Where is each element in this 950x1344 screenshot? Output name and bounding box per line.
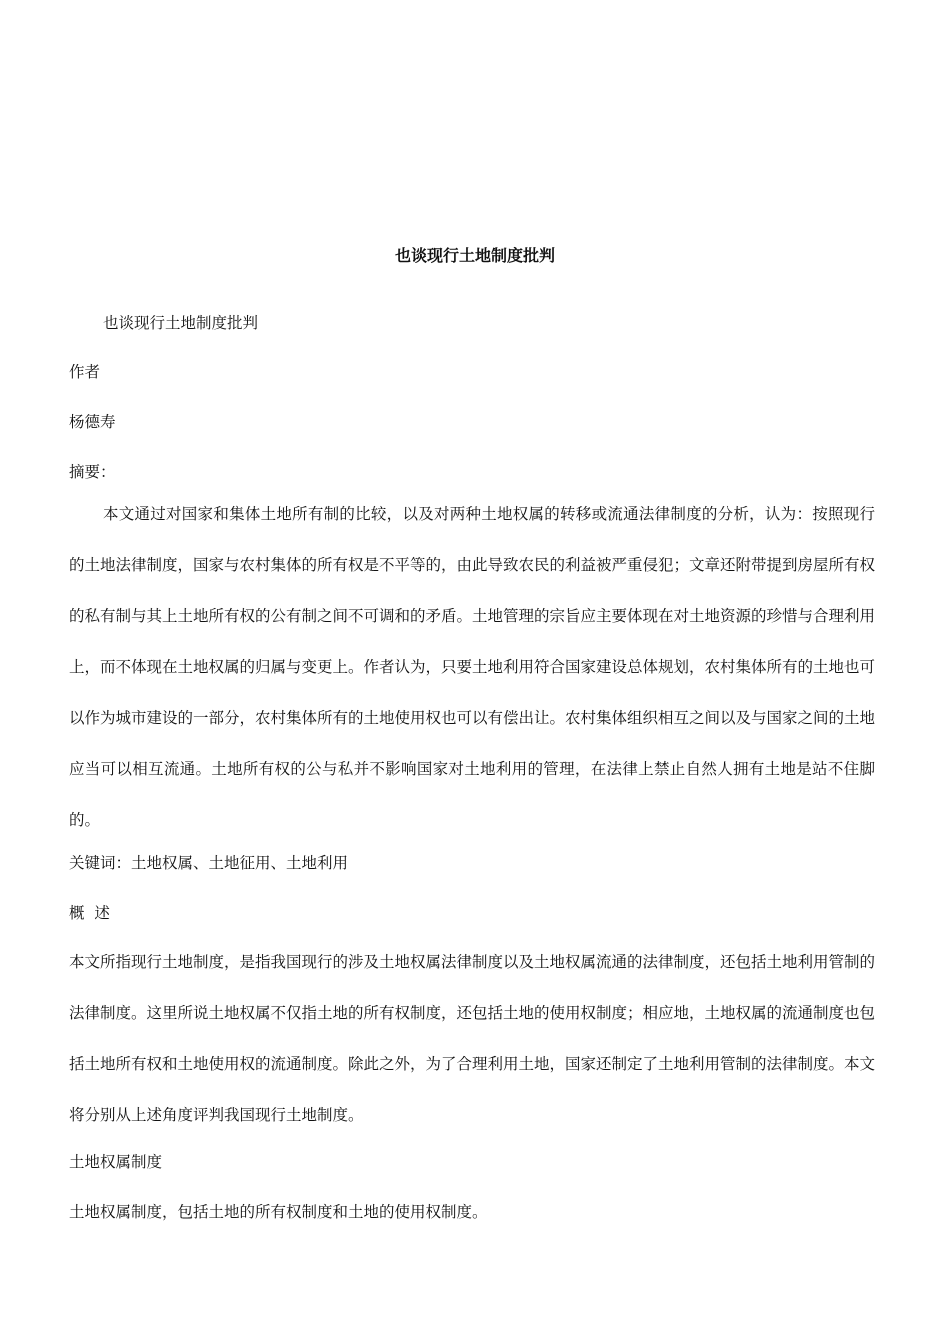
document-subtitle: 也谈现行土地制度批判	[103, 314, 259, 332]
abstract-paragraph: 本文通过对国家和集体土地所有制的比较，以及对两种土地权属的转移或流通法律制度的分析，认为：按照现行的土地法律制度，国家与农村集体的所有权是不平等的，由此导致农民的利益被严重侵犯；文章还附带提到房屋所有权的私有制与其上土地所有权的公有制之间不可调和的矛盾。土地管理的宗旨应主要体现在对土地资源的珍惜与合理利用上，而不体现在土地权属的归属与变更上。作者认为，只要土地利用符合国家建设总体规划，农村集体所有的土地也可以作为城市建设的一部分，农村集体所有的土地使用权也可以有偿出让。农村集体组织相互之间以及与国家之间的土地应当可以相互流通。土地所有权的公与私并不影响国家对土地利用的管理，在法律上禁止自然人拥有土地是站不住脚的。	[69, 505, 876, 829]
author-name: 杨德寿	[69, 413, 116, 431]
abstract-label: 摘要：	[69, 463, 116, 481]
section-heading-land-rights: 土地权属制度	[69, 1153, 163, 1171]
overview-heading: 概 述	[69, 904, 110, 922]
section-paragraph-land-rights: 土地权属制度，包括土地的所有权制度和土地的使用权制度。	[69, 1203, 488, 1221]
document-title: 也谈现行土地制度批判	[394, 246, 555, 265]
overview-paragraph: 本文所指现行土地制度，是指我国现行的涉及土地权属法律制度以及土地权属流通的法律制度，还包括土地利用管制的法律制度。这里所说土地权属不仅指土地的所有权制度，还包括土地的使用权制度；相应地，土地权属的流通制度也包括土地所有权和土地使用权的流通制度。除此之外，为了合理利用土地，国家还制定了土地利用管制的法律制度。本文将分别从上述角度评判我国现行土地制度。	[69, 953, 876, 1124]
author-label: 作者	[69, 363, 101, 381]
keywords-line: 关键词：土地权属、土地征用、土地利用	[69, 854, 349, 872]
